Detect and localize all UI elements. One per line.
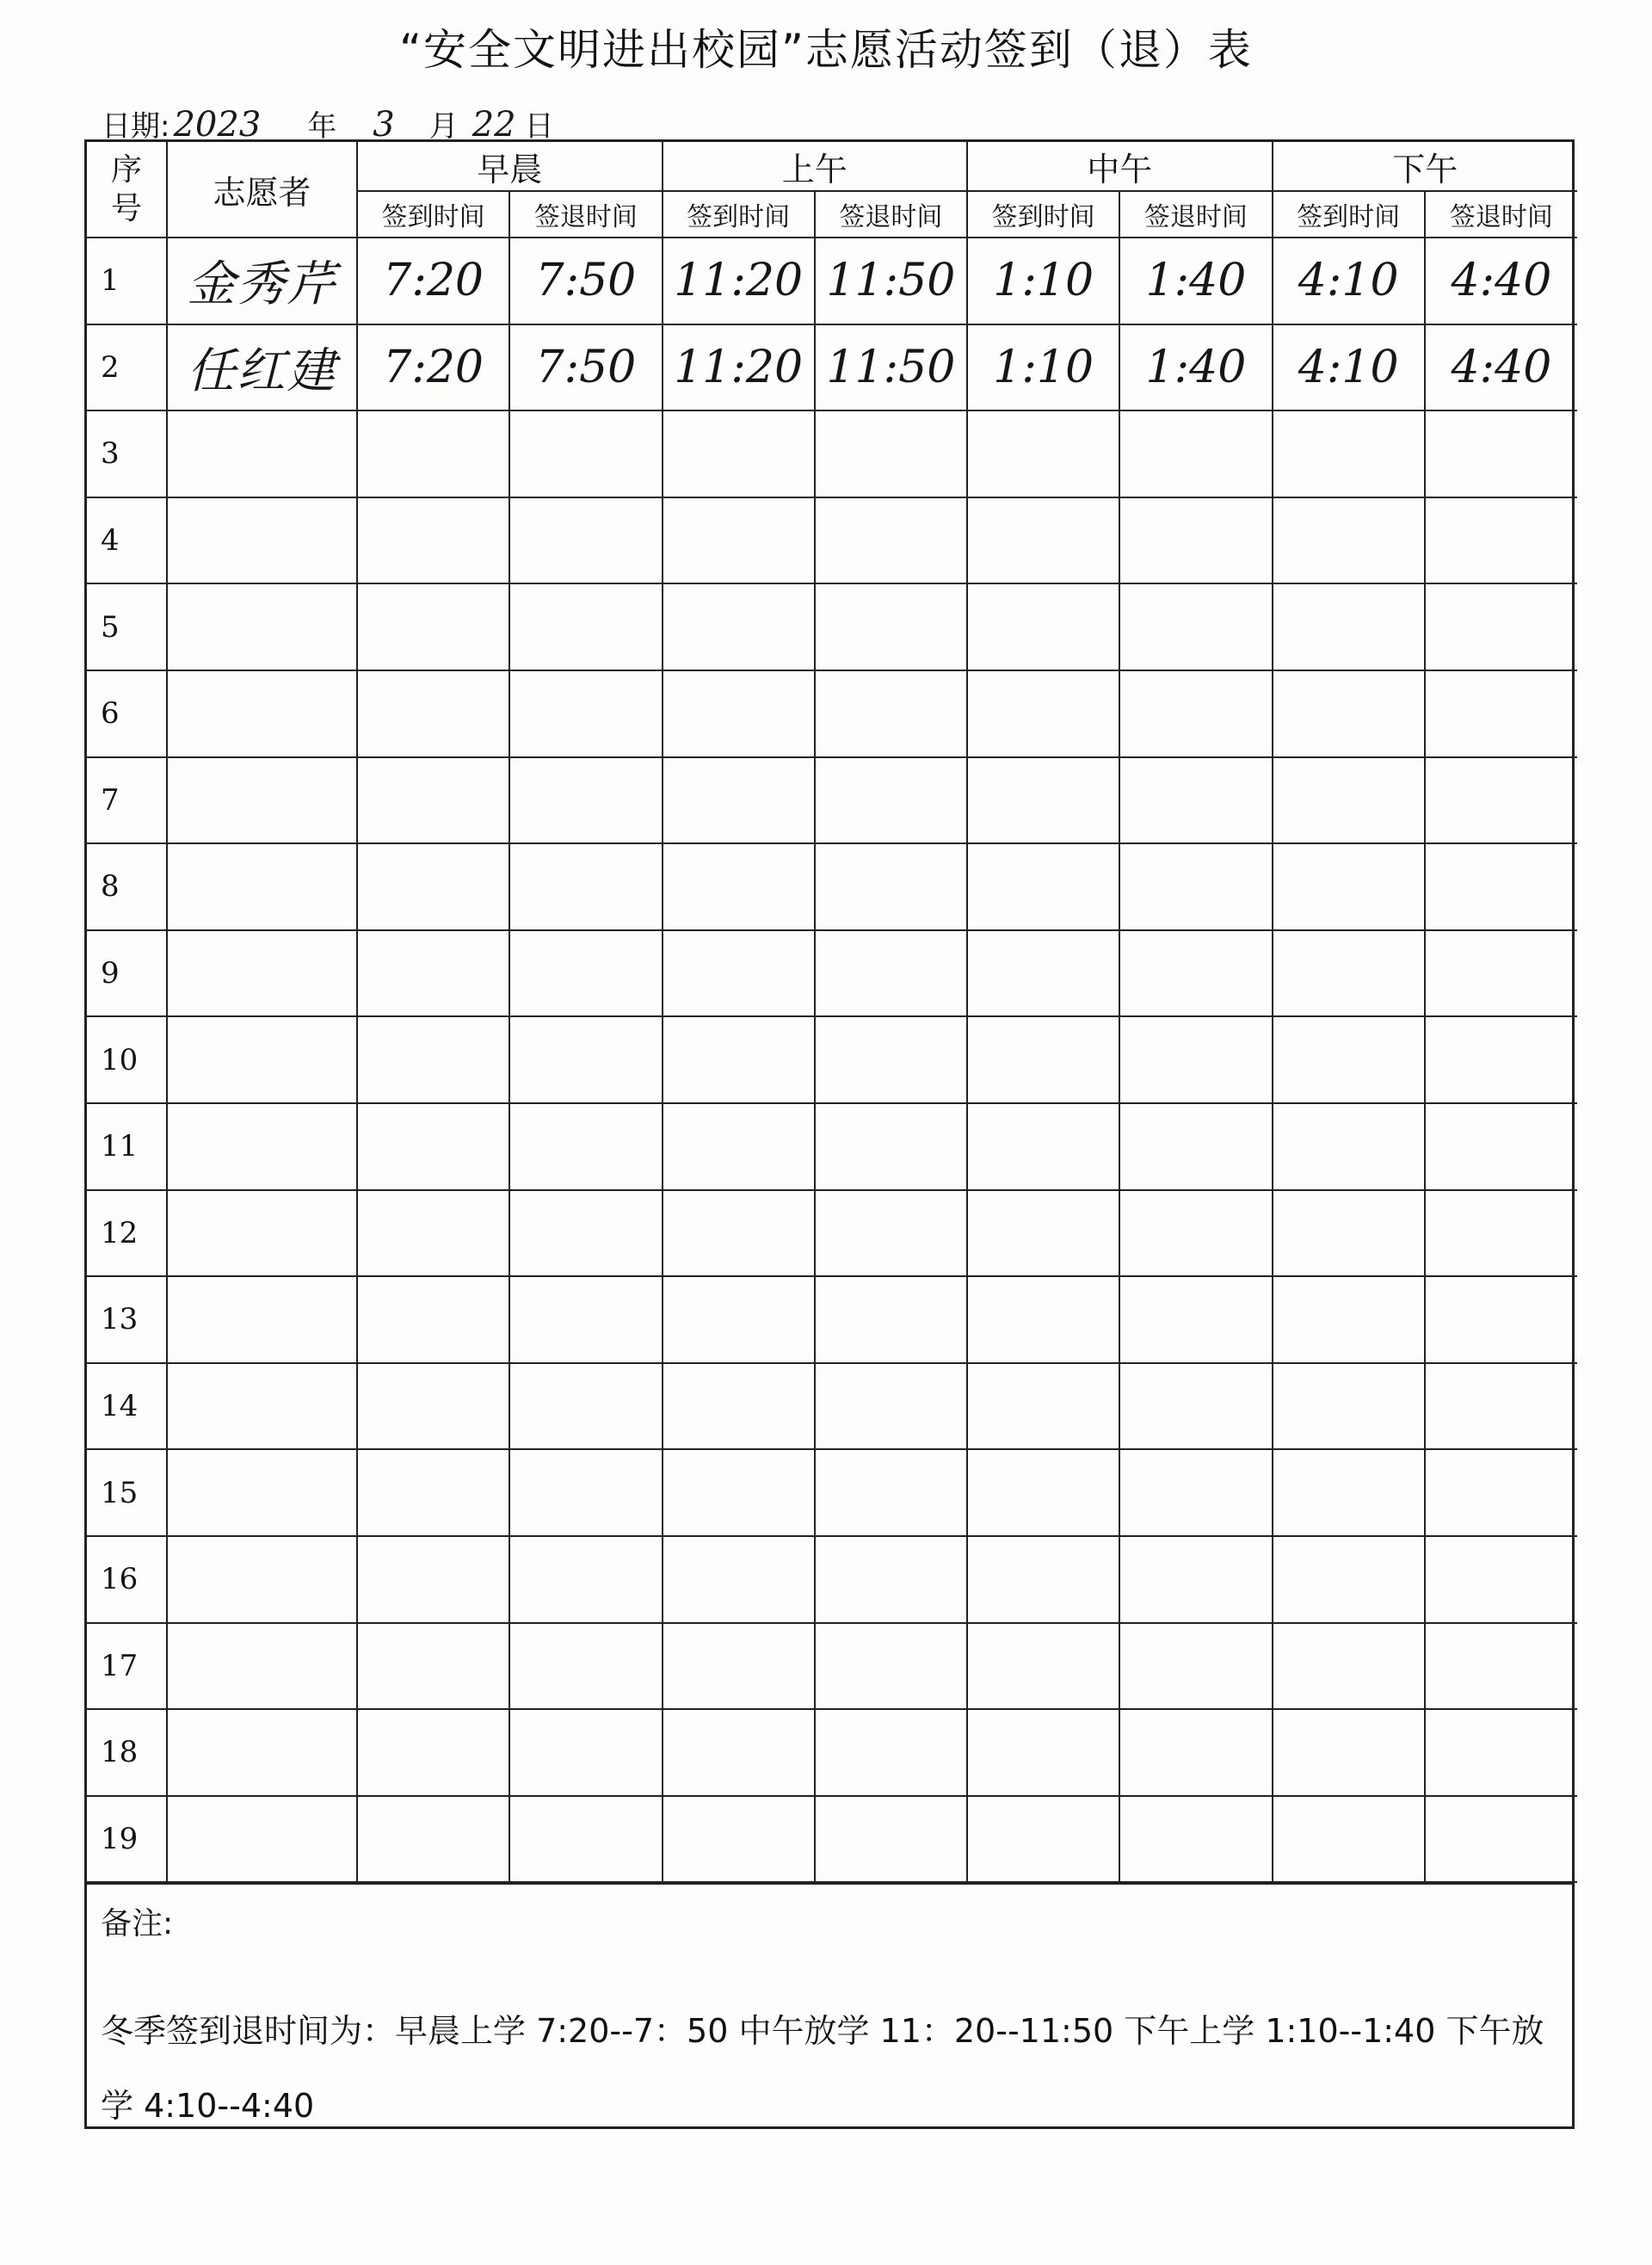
sign-in-time-cell[interactable]: [663, 670, 815, 757]
volunteer-name-cell[interactable]: [167, 1363, 357, 1450]
volunteer-name-cell[interactable]: 任红建: [167, 324, 357, 411]
sign-out-time-cell[interactable]: [509, 757, 662, 844]
sign-in-time-cell[interactable]: [663, 843, 815, 930]
row-seq: 6: [87, 670, 167, 757]
sign-out-time-cell[interactable]: [509, 930, 662, 1017]
row-seq: 8: [87, 843, 167, 930]
table-row: [87, 238, 1577, 324]
sign-in-time-cell[interactable]: 1:10: [967, 324, 1119, 411]
sign-out-time-cell[interactable]: [1119, 1623, 1272, 1710]
sign-out-time-cell[interactable]: [815, 757, 967, 844]
sign-in-time-cell[interactable]: [357, 497, 509, 584]
sign-in-time-cell[interactable]: [967, 1190, 1119, 1277]
sign-in-time-cell[interactable]: [967, 583, 1119, 670]
table-row: [87, 1536, 1577, 1623]
row-seq: 10: [87, 1016, 167, 1103]
notes-line-2: 学 4:10--4:40: [101, 2087, 315, 2126]
sign-out-time-cell[interactable]: [815, 1363, 967, 1450]
sign-in-time-cell[interactable]: [357, 1709, 509, 1796]
sign-in-time-cell[interactable]: [1273, 930, 1425, 1017]
sign-in-time-cell[interactable]: [663, 1536, 815, 1623]
sign-out-time-cell[interactable]: [1119, 410, 1272, 497]
table-row: [87, 1709, 1577, 1796]
sign-in-time-cell[interactable]: [357, 1276, 509, 1363]
date-label: 日期:: [102, 109, 170, 144]
sign-out-time-cell[interactable]: [815, 1190, 967, 1277]
sign-out-time-cell[interactable]: [509, 843, 662, 930]
row-seq: 5: [87, 583, 167, 670]
sign-out-time-cell[interactable]: 1:40: [1119, 324, 1272, 411]
sign-out-time-cell[interactable]: 1:40: [1119, 238, 1272, 324]
table-row: [87, 1016, 1577, 1103]
sign-in-time-cell[interactable]: [357, 843, 509, 930]
table-row: [87, 497, 1577, 584]
date-month-label: 月: [428, 109, 459, 144]
page-title: “安全文明进出校园”志愿活动签到（退）表: [399, 25, 1253, 75]
sign-out-time-cell[interactable]: [1425, 410, 1577, 497]
sign-out-time-cell[interactable]: [1425, 670, 1577, 757]
sign-out-time-cell[interactable]: [1425, 497, 1577, 584]
sign-out-time-cell[interactable]: [1425, 1016, 1577, 1103]
table-row: [87, 583, 1577, 670]
table-row: [87, 843, 1577, 930]
sign-in-time-cell[interactable]: [357, 1796, 509, 1883]
sign-in-time-header: 签到时间: [357, 191, 509, 238]
sign-in-time-cell[interactable]: [663, 1623, 815, 1710]
sign-in-time-cell[interactable]: [967, 497, 1119, 584]
sign-out-time-cell[interactable]: 7:50: [509, 238, 662, 324]
sign-in-time-cell[interactable]: [663, 497, 815, 584]
sign-out-time-cell[interactable]: [1119, 1536, 1272, 1623]
sign-in-time-cell[interactable]: [1273, 1709, 1425, 1796]
row-seq: 17: [87, 1623, 167, 1710]
sign-out-time-cell[interactable]: [1425, 1363, 1577, 1450]
sign-out-time-cell[interactable]: [815, 1623, 967, 1710]
sign-in-time-cell[interactable]: [1273, 497, 1425, 584]
sign-out-time-cell[interactable]: [815, 1536, 967, 1623]
sign-out-time-cell[interactable]: [509, 1190, 662, 1277]
sign-in-time-cell[interactable]: 4:10: [1273, 324, 1425, 411]
sign-in-time-cell[interactable]: [1273, 1103, 1425, 1190]
sign-in-time-header: 签到时间: [1273, 191, 1425, 238]
sign-in-time-cell[interactable]: [357, 1449, 509, 1536]
sign-in-time-cell[interactable]: [357, 1103, 509, 1190]
sign-out-time-cell[interactable]: [1425, 930, 1577, 1017]
sign-in-time-cell[interactable]: [967, 410, 1119, 497]
sign-in-time-cell[interactable]: 11:20: [663, 324, 815, 411]
notes-line-1: 冬季签到退时间为：早晨上学 7:20--7：50 中午放学 11：20--11:50 下午上学 1:10--1:40 下午放: [101, 2012, 1544, 2051]
sign-out-time-header: 签退时间: [509, 191, 662, 238]
sign-out-time-cell[interactable]: [815, 1103, 967, 1190]
volunteer-name-cell[interactable]: [167, 583, 357, 670]
sign-out-time-cell[interactable]: [509, 410, 662, 497]
sign-out-time-cell[interactable]: 11:50: [815, 324, 967, 411]
sign-out-time-cell[interactable]: [509, 1796, 662, 1883]
date-year-handwritten: 2023: [173, 105, 262, 145]
sign-out-time-cell[interactable]: [509, 1276, 662, 1363]
row-seq: 1: [87, 238, 167, 324]
sign-in-time-cell[interactable]: [663, 930, 815, 1017]
sign-in-time-cell[interactable]: [967, 757, 1119, 844]
volunteer-name-cell[interactable]: [167, 670, 357, 757]
volunteer-name-cell[interactable]: [167, 930, 357, 1017]
sign-out-time-cell[interactable]: [1425, 1276, 1577, 1363]
sign-in-time-cell[interactable]: 4:10: [1273, 238, 1425, 324]
sign-in-table: [87, 142, 1577, 1883]
sign-out-time-cell[interactable]: [1425, 583, 1577, 670]
sign-out-time-cell[interactable]: [509, 1016, 662, 1103]
sign-in-time-cell[interactable]: [357, 1623, 509, 1710]
volunteer-name-cell[interactable]: [167, 1103, 357, 1190]
sign-in-time-cell[interactable]: [357, 1016, 509, 1103]
table-row: [87, 324, 1577, 411]
sign-in-time-cell[interactable]: [663, 1016, 815, 1103]
period-header-noon: 中午: [967, 142, 1273, 191]
sign-in-time-cell[interactable]: [357, 670, 509, 757]
sign-in-time-cell[interactable]: [357, 583, 509, 670]
sign-out-time-cell[interactable]: [509, 1709, 662, 1796]
sign-in-time-cell[interactable]: [357, 1190, 509, 1277]
volunteer-name-cell[interactable]: [167, 1190, 357, 1277]
date-day-label: 日: [524, 109, 554, 144]
sign-in-time-cell[interactable]: [1273, 1449, 1425, 1536]
sign-in-time-header: 签到时间: [967, 191, 1119, 238]
sign-in-time-cell[interactable]: [1273, 1016, 1425, 1103]
date-month-handwritten: 3: [373, 105, 395, 145]
sign-in-time-cell[interactable]: [967, 1103, 1119, 1190]
sign-in-time-cell[interactable]: [357, 410, 509, 497]
sign-in-time-cell[interactable]: [663, 1449, 815, 1536]
sign-in-time-cell[interactable]: [663, 1796, 815, 1883]
date-line: [102, 93, 554, 145]
sign-in-time-cell[interactable]: 11:20: [663, 238, 815, 324]
notes-section: [87, 1883, 1572, 2126]
sign-out-time-cell[interactable]: [1119, 1276, 1272, 1363]
notes-label: 备注:: [101, 1906, 174, 1942]
sign-in-time-cell[interactable]: [1273, 410, 1425, 497]
volunteer-name-cell[interactable]: [167, 1449, 357, 1536]
sign-in-time-cell[interactable]: [967, 1623, 1119, 1710]
row-seq: 16: [87, 1536, 167, 1623]
sign-in-time-cell[interactable]: [967, 1363, 1119, 1450]
sign-in-time-cell[interactable]: 1:10: [967, 238, 1119, 324]
sign-in-time-cell[interactable]: [967, 1016, 1119, 1103]
sign-in-time-cell[interactable]: [1273, 1623, 1425, 1710]
sign-out-time-cell[interactable]: [1425, 1103, 1577, 1190]
sign-in-time-header: 签到时间: [663, 191, 815, 238]
sign-out-time-cell[interactable]: [509, 1363, 662, 1450]
sign-in-time-cell[interactable]: [357, 757, 509, 844]
sign-in-time-cell[interactable]: 7:20: [357, 324, 509, 411]
sign-in-time-cell[interactable]: [1273, 843, 1425, 930]
sign-out-time-cell[interactable]: [509, 1536, 662, 1623]
volunteer-name-cell[interactable]: [167, 757, 357, 844]
sign-in-time-cell[interactable]: [663, 757, 815, 844]
sign-in-time-cell[interactable]: [967, 1449, 1119, 1536]
sign-out-time-cell[interactable]: [815, 1709, 967, 1796]
sign-out-time-cell[interactable]: [1425, 1623, 1577, 1710]
volunteer-name-cell[interactable]: [167, 1536, 357, 1623]
table-row: [87, 1623, 1577, 1710]
sign-out-time-cell[interactable]: [815, 1796, 967, 1883]
sign-out-time-cell[interactable]: [509, 670, 662, 757]
sign-out-time-cell[interactable]: [815, 497, 967, 584]
sign-out-time-cell[interactable]: [1425, 1449, 1577, 1536]
row-seq: 9: [87, 930, 167, 1017]
sign-in-time-cell[interactable]: [1273, 583, 1425, 670]
sign-out-time-cell[interactable]: [1119, 843, 1272, 930]
volunteer-name-cell[interactable]: [167, 1623, 357, 1710]
volunteer-name-cell[interactable]: [167, 1709, 357, 1796]
sign-out-time-cell[interactable]: [1425, 1796, 1577, 1883]
row-seq: 12: [87, 1190, 167, 1277]
table-row: [87, 757, 1577, 844]
sign-out-time-cell[interactable]: [1119, 1796, 1272, 1883]
sign-out-time-cell[interactable]: 11:50: [815, 238, 967, 324]
sign-in-time-cell[interactable]: [357, 930, 509, 1017]
row-seq: 19: [87, 1796, 167, 1883]
volunteer-name-cell[interactable]: [167, 497, 357, 584]
sign-in-time-cell[interactable]: [663, 1709, 815, 1796]
sign-in-time-cell[interactable]: [1273, 1536, 1425, 1623]
date-year-label: 年: [307, 109, 337, 144]
sign-in-time-cell[interactable]: [967, 1276, 1119, 1363]
sign-out-time-header: 签退时间: [1119, 191, 1272, 238]
sign-out-time-cell[interactable]: [1425, 1536, 1577, 1623]
volunteer-name-cell[interactable]: [167, 1276, 357, 1363]
row-seq: 15: [87, 1449, 167, 1536]
row-seq: 14: [87, 1363, 167, 1450]
sign-in-time-cell[interactable]: [663, 1103, 815, 1190]
sign-out-time-cell[interactable]: [815, 410, 967, 497]
period-header-afternoon: 下午: [1273, 142, 1578, 191]
sign-in-time-cell[interactable]: [1273, 670, 1425, 757]
sign-in-time-cell[interactable]: [357, 1536, 509, 1623]
sign-in-time-cell[interactable]: [663, 1276, 815, 1363]
date-day-handwritten: 22: [472, 105, 516, 145]
sign-out-time-cell[interactable]: [1119, 583, 1272, 670]
sign-in-time-cell[interactable]: [967, 843, 1119, 930]
sign-out-time-header: 签退时间: [815, 191, 967, 238]
sign-out-time-cell[interactable]: [1119, 1709, 1272, 1796]
sign-in-time-cell[interactable]: [967, 670, 1119, 757]
sign-out-time-cell[interactable]: [1119, 1449, 1272, 1536]
sign-in-time-cell[interactable]: [1273, 1796, 1425, 1883]
sign-in-time-cell[interactable]: [1273, 1276, 1425, 1363]
sign-in-time-cell[interactable]: 7:20: [357, 238, 509, 324]
row-seq: 13: [87, 1276, 167, 1363]
table-row: [87, 410, 1577, 497]
sign-in-time-cell[interactable]: [663, 583, 815, 670]
table-row: [87, 1796, 1577, 1883]
sign-out-time-cell[interactable]: [815, 1016, 967, 1103]
sign-in-time-cell[interactable]: [967, 1709, 1119, 1796]
sign-out-time-cell[interactable]: [509, 1623, 662, 1710]
sign-in-time-cell[interactable]: [357, 1363, 509, 1450]
sign-out-time-cell[interactable]: [1119, 1103, 1272, 1190]
sign-in-time-cell[interactable]: [663, 1363, 815, 1450]
row-seq: 7: [87, 757, 167, 844]
sign-out-time-cell[interactable]: [1119, 930, 1272, 1017]
sign-out-time-cell[interactable]: [1119, 1016, 1272, 1103]
sign-out-time-cell[interactable]: [815, 583, 967, 670]
sign-out-time-cell[interactable]: 4:40: [1425, 324, 1577, 411]
volunteer-header: 志愿者: [167, 142, 357, 238]
row-seq: 3: [87, 410, 167, 497]
sign-out-time-cell[interactable]: [815, 1449, 967, 1536]
sign-out-time-header: 签退时间: [1425, 191, 1577, 238]
sign-out-time-cell[interactable]: [1425, 757, 1577, 844]
sign-out-time-cell[interactable]: [815, 930, 967, 1017]
row-seq: 11: [87, 1103, 167, 1190]
sign-out-time-cell[interactable]: [815, 670, 967, 757]
row-seq: 2: [87, 324, 167, 411]
volunteer-name-cell[interactable]: [167, 1016, 357, 1103]
table-row: [87, 1363, 1577, 1450]
sign-out-time-cell[interactable]: [815, 1276, 967, 1363]
sign-out-time-cell[interactable]: [509, 1449, 662, 1536]
sign-out-time-cell[interactable]: [1119, 497, 1272, 584]
sign-out-time-cell[interactable]: [509, 1103, 662, 1190]
sign-in-sheet: [84, 139, 1575, 2129]
sign-in-time-cell[interactable]: [1273, 757, 1425, 844]
table-row: [87, 670, 1577, 757]
period-header-forenoon: 上午: [663, 142, 968, 191]
sign-out-time-cell[interactable]: [1425, 1190, 1577, 1277]
volunteer-name-cell[interactable]: [167, 843, 357, 930]
sign-in-time-cell[interactable]: [663, 1190, 815, 1277]
sign-in-time-cell[interactable]: [1273, 1190, 1425, 1277]
period-header-morning: 早晨: [357, 142, 663, 191]
table-row: [87, 1449, 1577, 1536]
table-row: [87, 1276, 1577, 1363]
sign-out-time-cell[interactable]: 4:40: [1425, 238, 1577, 324]
row-seq: 18: [87, 1709, 167, 1796]
sign-out-time-cell[interactable]: [1119, 670, 1272, 757]
volunteer-name-cell[interactable]: 金秀芹: [167, 238, 357, 324]
row-seq: 4: [87, 497, 167, 584]
sign-in-time-cell[interactable]: [967, 1796, 1119, 1883]
table-row: [87, 930, 1577, 1017]
volunteer-name-cell[interactable]: [167, 1796, 357, 1883]
volunteer-name-cell[interactable]: [167, 410, 357, 497]
sign-out-time-cell[interactable]: [509, 583, 662, 670]
sign-out-time-cell[interactable]: [1425, 1709, 1577, 1796]
table-row: [87, 1190, 1577, 1277]
sign-out-time-cell[interactable]: [1119, 1190, 1272, 1277]
seq-header: 序号: [87, 142, 167, 238]
sign-out-time-cell[interactable]: 7:50: [509, 324, 662, 411]
sign-out-time-cell[interactable]: [815, 843, 967, 930]
sign-out-time-cell[interactable]: [1119, 757, 1272, 844]
sign-in-time-cell[interactable]: [967, 1536, 1119, 1623]
sign-out-time-cell[interactable]: [1425, 843, 1577, 930]
sign-in-time-cell[interactable]: [1273, 1363, 1425, 1450]
sign-out-time-cell[interactable]: [509, 497, 662, 584]
table-row: [87, 1103, 1577, 1190]
sign-in-time-cell[interactable]: [967, 930, 1119, 1017]
sign-in-time-cell[interactable]: [663, 410, 815, 497]
sign-out-time-cell[interactable]: [1119, 1363, 1272, 1450]
